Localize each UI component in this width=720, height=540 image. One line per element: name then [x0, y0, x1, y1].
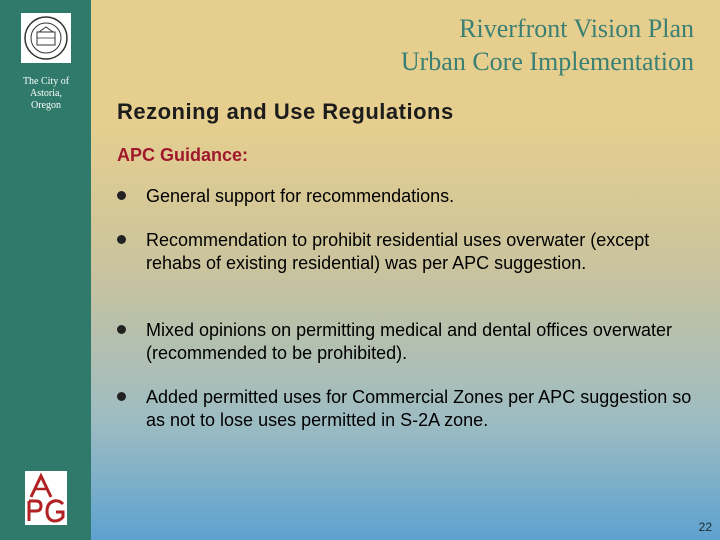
bullet-icon — [117, 325, 126, 334]
bullet-text: Recommendation to prohibit residential uses overwater (except rehabs of existing residential) was per APC suggestion. — [146, 230, 650, 273]
bullet-text: Mixed opinions on permitting medical and dental offices overwater (recommended to be prohibited). — [146, 320, 672, 363]
city-seal-icon — [21, 13, 71, 63]
city-caption-line: The City of — [22, 76, 70, 87]
bullet-icon — [117, 392, 126, 401]
city-caption-line: Astoria, — [30, 88, 62, 99]
bullet-icon — [117, 191, 126, 200]
title-line: Urban Core Implementation — [400, 47, 694, 76]
bullet-icon — [117, 235, 126, 244]
bullet-text: General support for recommendations. — [146, 186, 455, 206]
page-title — [274, 12, 694, 78]
bullet-text: Added permitted uses for Commercial Zones per APC suggestion so as not to lose uses permitted in S-2A zone. — [146, 387, 692, 430]
section-heading: Rezoning and Use Regulations — [117, 99, 454, 124]
apg-logo-icon — [25, 471, 67, 525]
title-line: Riverfront Vision Plan — [459, 14, 694, 43]
page-number: 22 — [698, 520, 712, 534]
subheading: APC Guidance: — [117, 145, 249, 165]
city-caption — [12, 76, 80, 112]
sidebar — [0, 0, 91, 540]
city-caption-line: Oregon — [31, 100, 61, 111]
